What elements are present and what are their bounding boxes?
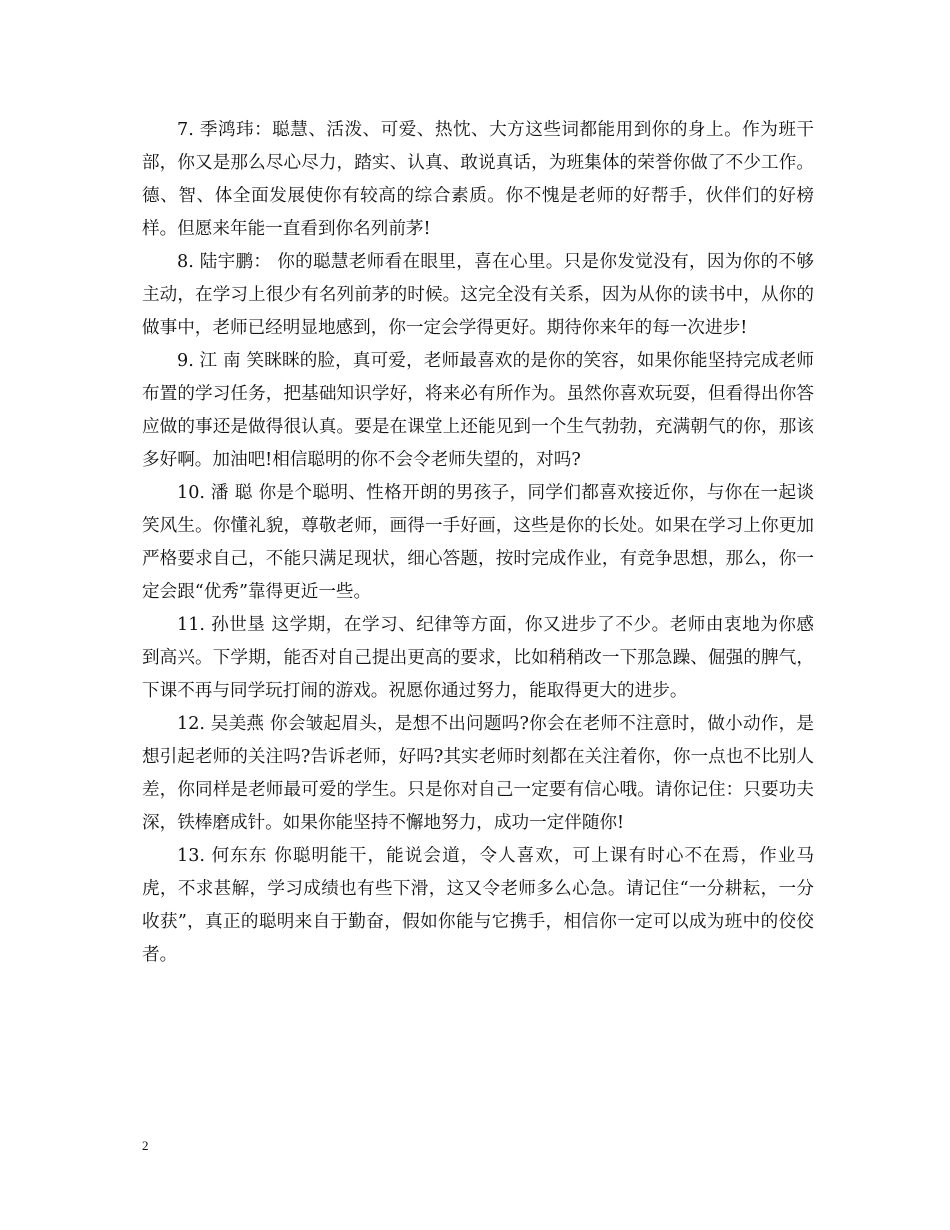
document-body [142, 114, 814, 972]
paragraph-10: 10. 潘 聪 你是个聪明、性格开朗的男孩子，同学们都喜欢接近你，与你在一起谈笑风生。你懂礼貌，尊敬老师，画得一手好画，这些是你的长处。如果在学习上你更加严格要求自己，不能只满足现状，细心答题，按时完成作业，有竞争思想，那么，你一定会跟“优秀”靠得更近一些。 [142, 483, 814, 602]
paragraph-12: 12. 吴美燕 你会皱起眉头，是想不出问题吗?你会在老师不注意时，做小动作，是想引起老师的关注吗?告诉老师，好吗?其实老师时刻都在关注着你，你一点也不比别人差，你同样是老师最可爱的学生。只是你对自己一定要有信心哦。请你记住：只要功夫深，铁棒磨成针。如果你能坚持不懈地努力，成功一定伴随你! [142, 714, 814, 833]
paragraph-13: 13. 何东东 你聪明能干，能说会道，令人喜欢，可上课有时心不在焉，作业马虎，不求甚解，学习成绩也有些下滑，这又令老师多么心急。请记住“一分耕耘，一分收获”，真正的聪明来自于勤奋，假如你能与它携手，相信你一定可以成为班中的佼佼者。 [142, 846, 814, 965]
page-number: 2 [142, 1138, 149, 1153]
paragraph-8: 8. 陆宇鹏： 你的聪慧老师看在眼里，喜在心里。只是你发觉没有，因为你的不够主动，在学习上很少有名列前茅的时候。这完全没有关系，因为从你的读书中，从你的做事中，老师已经明显地感到，你一定会学得更好。期待你来年的每一次进步! [142, 252, 814, 338]
paragraph-9: 9. 江 南 笑眯眯的脸，真可爱，老师最喜欢的是你的笑容，如果你能坚持完成老师布置的学习任务，把基础知识学好，将来必有所作为。虽然你喜欢玩耍，但看得出你答应做的事还是做得很认真。要是在课堂上还能见到一个生气勃勃，充满朝气的你，那该多好啊。加油吧!相信聪明的你不会令老师失望的，对吗? [142, 351, 814, 470]
paragraph-7: 7. 季鸿玮：聪慧、活泼、可爱、热忱、大方这些词都能用到你的身上。作为班干部，你又是那么尽心尽力，踏实、认真、敢说真话，为班集体的荣誉你做了不少工作。德、智、体全面发展使你有较高的综合素质。你不愧是老师的好帮手，伙伴们的好榜样。但愿来年能一直看到你名列前茅! [142, 120, 814, 239]
paragraph-11: 11. 孙世垦 这学期，在学习、纪律等方面，你又进步了不少。老师由衷地为你感到高兴。下学期，能否对自己提出更高的要求，比如稍稍改一下那急躁、倔强的脾气，下课不再与同学玩打闹的游戏。祝愿你通过努力，能取得更大的进步。 [142, 615, 814, 701]
